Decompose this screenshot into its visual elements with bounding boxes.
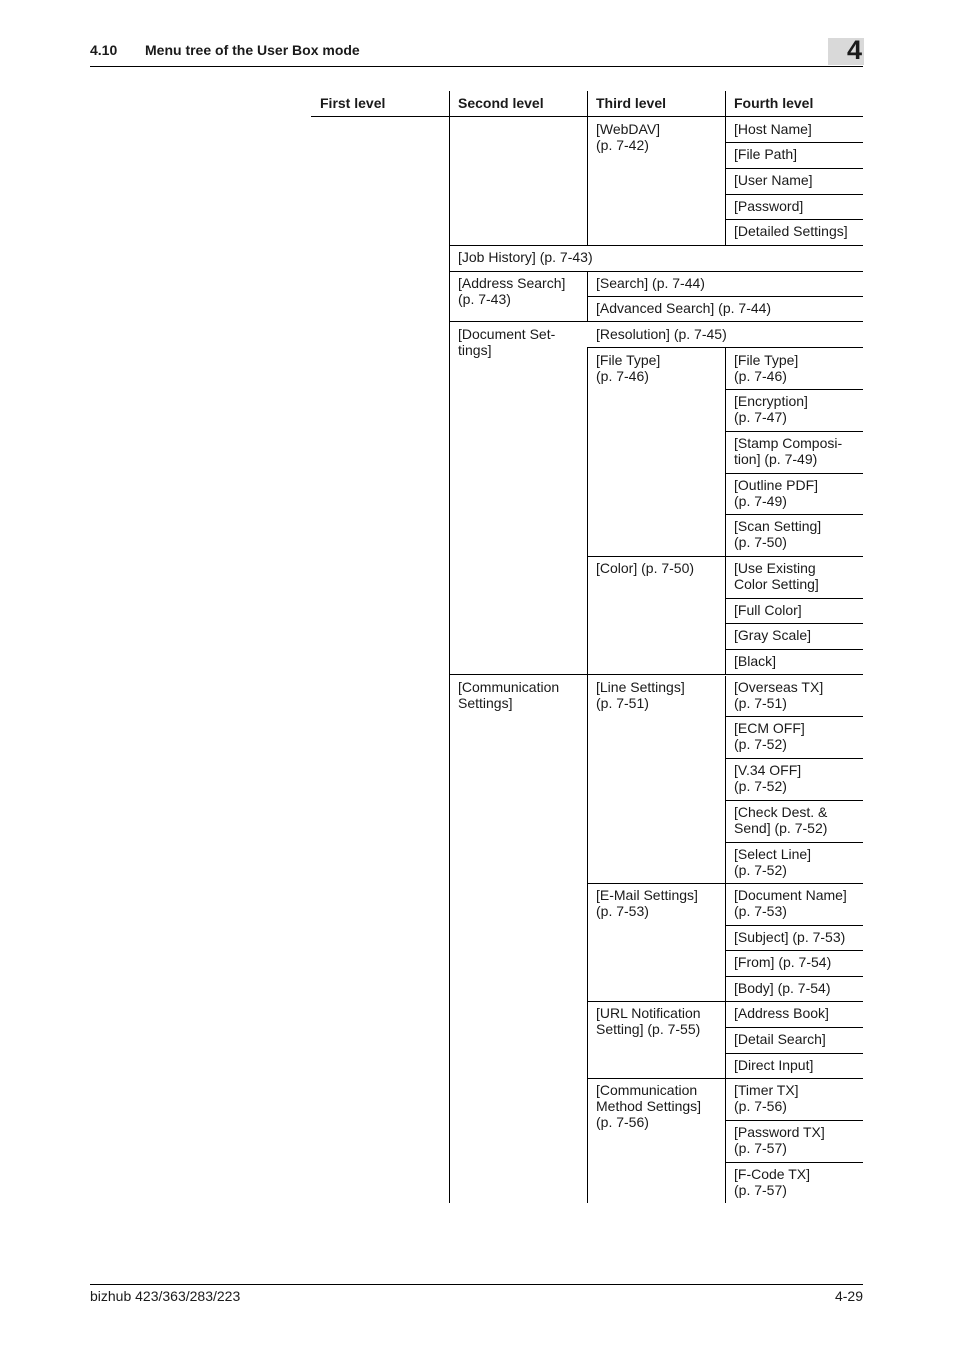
column-header-first: First level xyxy=(320,95,386,111)
table-cell: [Gray Scale] xyxy=(734,627,812,643)
section-title: Menu tree of the User Box mode xyxy=(145,42,360,58)
row-divider xyxy=(587,883,863,884)
column-divider xyxy=(449,91,450,1203)
page-number: 4-29 xyxy=(834,1288,863,1304)
table-cell: [Address Book] xyxy=(734,1005,829,1021)
row-divider xyxy=(725,514,863,515)
table-cell: [Document Set- tings] xyxy=(458,326,556,358)
row-divider xyxy=(587,1078,863,1079)
table-cell: [Encryption] (p. 7-47) xyxy=(734,393,808,425)
row-divider xyxy=(725,168,863,169)
row-divider xyxy=(587,556,863,557)
row-divider xyxy=(725,598,863,599)
row-divider xyxy=(725,219,863,220)
table-cell: [Select Line] (p. 7-52) xyxy=(734,846,812,878)
table-cell: [Line Settings] (p. 7-51) xyxy=(596,679,685,711)
table-cell: [Direct Input] xyxy=(734,1057,814,1073)
table-cell: [Document Name] (p. 7-53) xyxy=(734,887,847,919)
table-cell: [Timer TX] (p. 7-56) xyxy=(734,1082,799,1114)
table-cell: [Black] xyxy=(734,653,777,669)
table-cell: [V.34 OFF] (p. 7-52) xyxy=(734,762,802,794)
table-cell: [Communication Method Settings] (p. 7-56) xyxy=(596,1082,702,1130)
column-divider xyxy=(587,347,588,1203)
row-divider xyxy=(725,389,863,390)
table-cell: [E-Mail Settings] (p. 7-53) xyxy=(596,887,698,919)
table-cell: [Outline PDF] (p. 7-49) xyxy=(734,477,819,509)
table-cell: [F-Code TX] (p. 7-57) xyxy=(734,1166,810,1198)
row-divider xyxy=(725,842,863,843)
row-divider xyxy=(725,716,863,717)
row-divider xyxy=(587,1001,863,1002)
row-divider xyxy=(725,1162,863,1163)
table-cell: [ECM OFF] (p. 7-52) xyxy=(734,720,805,752)
row-divider xyxy=(725,800,863,801)
table-cell: [From] (p. 7-54) xyxy=(734,954,832,970)
section-number: 4.10 xyxy=(90,42,118,58)
table-cell: [Password] xyxy=(734,198,804,214)
column-divider xyxy=(725,347,726,674)
row-divider xyxy=(725,758,863,759)
row-divider xyxy=(725,1120,863,1121)
row-divider xyxy=(725,431,863,432)
page-footer xyxy=(90,1284,863,1304)
row-divider xyxy=(725,925,863,926)
chapter-number: 4 xyxy=(846,35,862,65)
row-divider xyxy=(587,296,863,297)
row-divider xyxy=(587,347,863,348)
column-header-third: Third level xyxy=(596,95,667,111)
table-cell: [File Path] xyxy=(734,146,798,162)
table-cell: [Use Existing Color Setting] xyxy=(734,560,819,592)
row-divider xyxy=(725,950,863,951)
table-cell: [Communication Settings] xyxy=(458,679,560,711)
table-cell: [Full Color] xyxy=(734,602,802,618)
row-divider xyxy=(725,142,863,143)
product-name: bizhub 423/363/283/223 xyxy=(90,1288,241,1304)
row-divider xyxy=(725,194,863,195)
column-header-second: Second level xyxy=(458,95,544,111)
table-cell: [User Name] xyxy=(734,172,813,188)
table-cell: [Search] (p. 7-44) xyxy=(596,275,705,291)
table-cell: [WebDAV] (p. 7-42) xyxy=(596,121,661,153)
table-cell: [Detailed Settings] xyxy=(734,223,848,239)
table-cell: [Check Dest. & Send] (p. 7-52) xyxy=(734,804,828,836)
table-cell: [URL Notification Setting] (p. 7-55) xyxy=(596,1005,701,1037)
table-cell: [Subject] (p. 7-53) xyxy=(734,929,846,945)
column-divider xyxy=(587,91,588,245)
table-cell: [Host Name] xyxy=(734,121,812,137)
table-cell: [File Type] (p. 7-46) xyxy=(596,352,661,384)
row-divider xyxy=(449,245,863,246)
table-cell: [Detail Search] xyxy=(734,1031,826,1047)
table-cell: [Overseas TX] (p. 7-51) xyxy=(734,679,824,711)
row-divider xyxy=(725,473,863,474)
row-divider xyxy=(449,271,863,272)
table-cell: [Color] (p. 7-50) xyxy=(596,560,695,576)
table-cell: [Job History] (p. 7-43) xyxy=(458,249,593,265)
row-divider xyxy=(449,321,863,322)
row-divider xyxy=(449,674,863,675)
column-header-fourth: Fourth level xyxy=(734,95,814,111)
table-cell: [Body] (p. 7-54) xyxy=(734,980,831,996)
table-cell: [Scan Setting] (p. 7-50) xyxy=(734,518,822,550)
column-divider xyxy=(725,676,726,1203)
table-cell: [Password TX] (p. 7-57) xyxy=(734,1124,825,1156)
table-cell: [Resolution] (p. 7-45) xyxy=(596,326,727,342)
row-divider xyxy=(725,623,863,624)
row-divider xyxy=(725,1053,863,1054)
table-cell: [Address Search] (p. 7-43) xyxy=(458,275,566,307)
table-cell: [Advanced Search] (p. 7-44) xyxy=(596,300,772,316)
row-divider xyxy=(725,649,863,650)
row-divider xyxy=(725,1027,863,1028)
table-cell: [Stamp Composi- tion] (p. 7-49) xyxy=(734,435,843,467)
table-cell: [File Type] (p. 7-46) xyxy=(734,352,799,384)
row-divider xyxy=(725,976,863,977)
